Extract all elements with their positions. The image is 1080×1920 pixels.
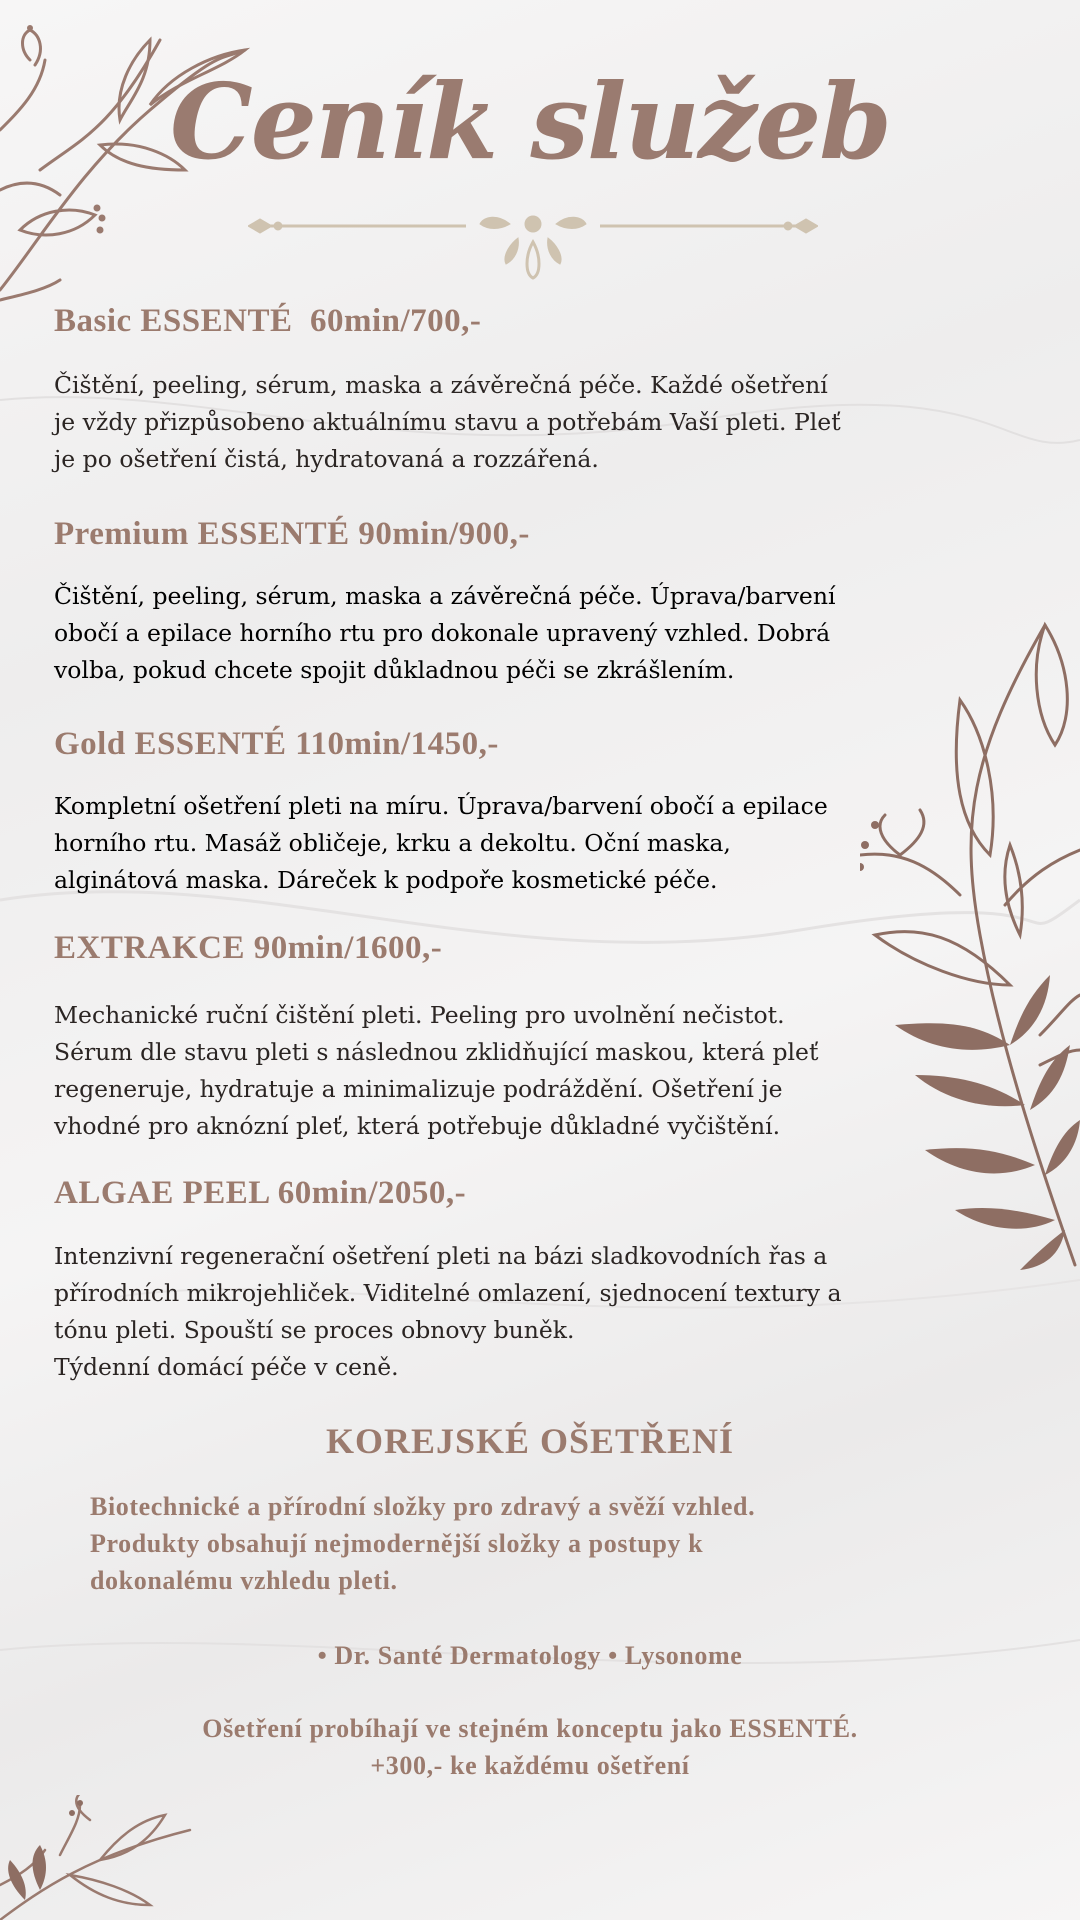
service-description-premium: Čištění, peeling, sérum, maska a závěrečná péče. Úprava/barvení obočí a epilace horního rtu pro dokonale upravený vzhled. Dobrá volba, pokud chcete spojit důkladnou péči se zkrášlením. bbox=[54, 582, 836, 684]
korean-treatment-description: Biotechnické a přírodní složky pro zdravý a svěží vzhled. Produkty obsahují nejmodernější složky a postupy k dokonalému vzhledu pleti. bbox=[90, 1492, 756, 1595]
service-heading-extrakce: EXTRAKCE 90min/1600,- bbox=[54, 930, 443, 966]
service-heading-gold: Gold ESSENTÉ 110min/1450,- bbox=[54, 726, 499, 762]
service-heading-premium: Premium ESSENTÉ 90min/900,- bbox=[54, 516, 530, 552]
service-heading-basic: Basic ESSENTÉ 60min/700,- bbox=[54, 303, 482, 339]
service-description-gold: Kompletní ošetření pleti na míru. Úprava/barvení obočí a epilace horního rtu. Masáž obličeje, krku a dekoltu. Oční maska, alginátová maska. Dáreček k podpoře kosmetické péče. bbox=[54, 792, 828, 894]
korean-brands: • Dr. Santé Dermatology • Lysonome bbox=[317, 1641, 743, 1670]
service-description-extrakce: Mechanické ruční čištění pleti. Peeling pro uvolnění nečistot. Sérum dle stavu pleti s následnou zklidňující maskou, která pleť regeneruje, hydratuje a minimalizuje podráždění. Ošetření je vhodné pro aknózní pleť, která potřebuje důkladné vyčištění. bbox=[54, 1001, 819, 1140]
korean-footer-note: Ošetření probíhají ve stejném konceptu jako ESSENTÉ. +300,- ke každému ošetření bbox=[202, 1714, 858, 1780]
service-description-algae-peel: Intenzivní regenerační ošetření pleti na bázi sladkovodních řas a přírodních mikrojehliček. Viditelné omlazení, sjednocení textury a tónu pleti. Spouští se proces obnovy buněk. Týdenní domácí péče v ceně. bbox=[54, 1242, 842, 1381]
leaf-branch-icon bbox=[860, 605, 1080, 1275]
service-heading-algae-peel: ALGAE PEEL 60min/2050,- bbox=[54, 1175, 467, 1211]
floral-branch-icon bbox=[0, 1795, 200, 1920]
korean-treatment-title: KOREJSKÉ OŠETŘENÍ bbox=[325, 1421, 735, 1461]
service-description-basic: Čištění, peeling, sérum, maska a závěrečná péče. Každé ošetření je vždy přizpůsobeno aktuálnímu stavu a potřebám Vaší pleti. Pleť je po ošetření čistá, hydratovaná a rozzářená. bbox=[54, 371, 841, 473]
ornamental-divider-icon bbox=[248, 208, 818, 284]
page-title: Ceník služeb bbox=[170, 60, 890, 183]
